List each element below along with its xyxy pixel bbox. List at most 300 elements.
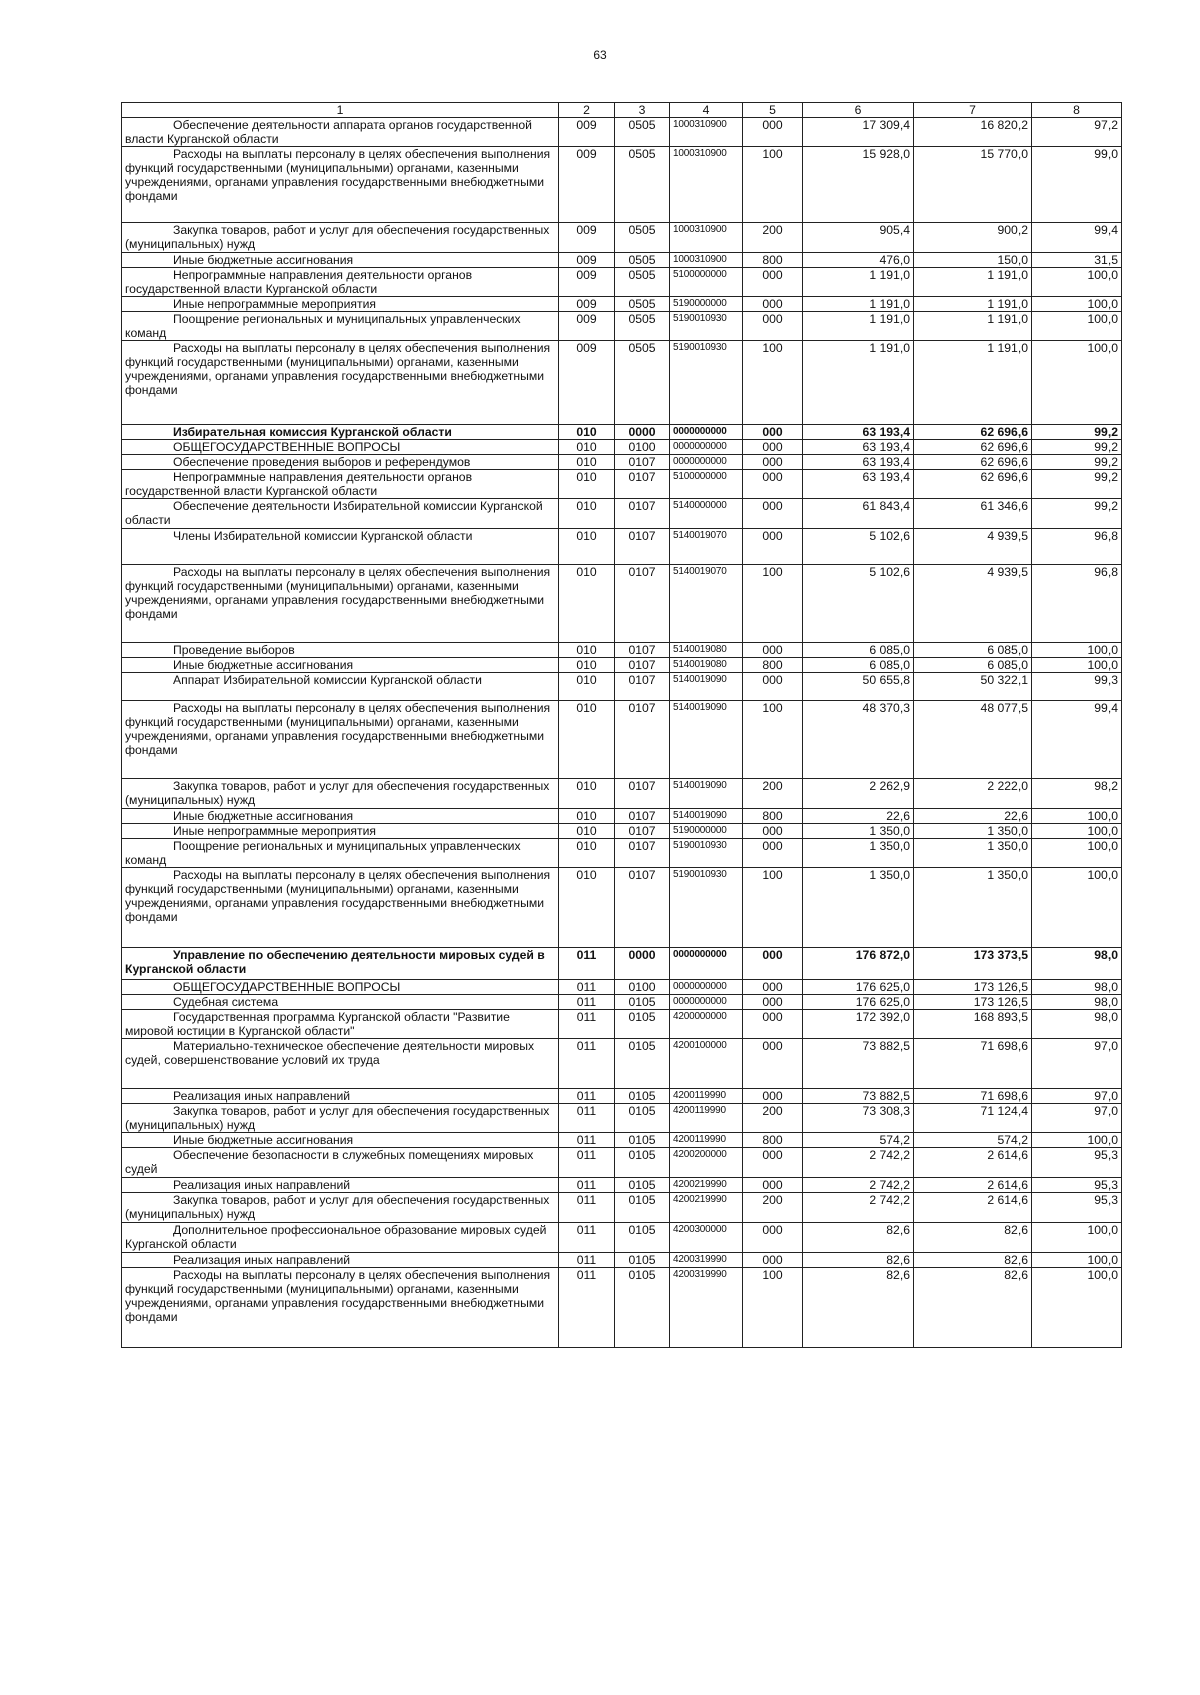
table-row [122,658,1122,673]
section-code-cell: 0107 [615,779,670,809]
executed-amount-cell: 62 696,6 [914,425,1032,440]
target-article-cell: 4200119990 [670,1133,743,1148]
execution-percent-cell: 98,2 [1032,779,1122,809]
ministry-code-cell: 010 [559,673,615,701]
table-row [122,470,1122,499]
expense-type-cell: 000 [743,1148,803,1178]
ministry-code-cell: 009 [559,253,615,268]
header-cell: 5 [743,103,803,118]
executed-amount-cell: 71 698,6 [914,1039,1032,1089]
target-article-cell: 5190010930 [670,312,743,341]
target-article-cell: 1000310900 [670,223,743,253]
expense-name-cell: Иные бюджетные ассигнования [122,1133,559,1148]
execution-percent-cell: 99,4 [1032,701,1122,779]
table-row [122,565,1122,643]
ministry-code-cell: 010 [559,824,615,839]
planned-amount-cell: 1 350,0 [803,839,914,868]
executed-amount-cell: 173 126,5 [914,995,1032,1010]
planned-amount-cell: 73 882,5 [803,1089,914,1104]
planned-amount-cell: 15 928,0 [803,147,914,223]
table-row [122,268,1122,297]
expense-type-cell: 000 [743,470,803,499]
expense-name-cell: Непрограммные направления деятельности органов государственной власти Курганской области [122,470,559,499]
execution-percent-cell: 100,0 [1032,824,1122,839]
table-row [122,1178,1122,1193]
planned-amount-cell: 2 262,9 [803,779,914,809]
expense-type-cell: 200 [743,1104,803,1133]
executed-amount-cell: 62 696,6 [914,470,1032,499]
table-body [122,118,1122,1348]
executed-amount-cell: 1 350,0 [914,824,1032,839]
executed-amount-cell: 2 614,6 [914,1178,1032,1193]
expense-type-cell: 000 [743,980,803,995]
execution-percent-cell: 98,0 [1032,1010,1122,1039]
planned-amount-cell: 61 843,4 [803,499,914,529]
executed-amount-cell: 62 696,6 [914,440,1032,455]
execution-percent-cell: 99,2 [1032,470,1122,499]
planned-amount-cell: 1 191,0 [803,312,914,341]
target-article-cell: 5140019090 [670,673,743,701]
table-row [122,499,1122,529]
target-article-cell: 5190010930 [670,839,743,868]
ministry-code-cell: 010 [559,779,615,809]
expense-type-cell: 100 [743,1268,803,1348]
target-article-cell: 4200000000 [670,1010,743,1039]
execution-percent-cell: 100,0 [1032,1253,1122,1268]
target-article-cell: 5190010930 [670,868,743,948]
table-header-row [122,103,1122,118]
section-code-cell: 0100 [615,980,670,995]
section-code-cell: 0107 [615,701,670,779]
expense-type-cell: 000 [743,1010,803,1039]
expense-name-cell: Иные непрограммные мероприятия [122,824,559,839]
table-row [122,455,1122,470]
expense-name-cell: Избирательная комиссия Курганской области [122,425,559,440]
table-row [122,673,1122,701]
table-row [122,1039,1122,1089]
expense-type-cell: 000 [743,1039,803,1089]
planned-amount-cell: 50 655,8 [803,673,914,701]
target-article-cell: 5190010930 [670,341,743,425]
planned-amount-cell: 2 742,2 [803,1148,914,1178]
ministry-code-cell: 010 [559,839,615,868]
section-code-cell: 0107 [615,658,670,673]
execution-percent-cell: 100,0 [1032,868,1122,948]
executed-amount-cell: 4 939,5 [914,565,1032,643]
execution-percent-cell: 100,0 [1032,643,1122,658]
table-row [122,701,1122,779]
execution-percent-cell: 100,0 [1032,312,1122,341]
ministry-code-cell: 009 [559,268,615,297]
section-code-cell: 0107 [615,470,670,499]
expense-name-cell: Непрограммные направления деятельности органов государственной власти Курганской области [122,268,559,297]
section-code-cell: 0505 [615,253,670,268]
executed-amount-cell: 4 939,5 [914,529,1032,565]
expense-name-cell: Поощрение региональных и муниципальных управленческих команд [122,839,559,868]
planned-amount-cell: 1 191,0 [803,268,914,297]
expense-name-cell: Иные бюджетные ассигнования [122,809,559,824]
planned-amount-cell: 176 872,0 [803,948,914,980]
execution-percent-cell: 100,0 [1032,1268,1122,1348]
target-article-cell: 4200300000 [670,1223,743,1253]
planned-amount-cell: 176 625,0 [803,980,914,995]
expense-type-cell: 800 [743,253,803,268]
section-code-cell: 0107 [615,868,670,948]
planned-amount-cell: 1 350,0 [803,868,914,948]
expense-name-cell: Государственная программа Курганской области "Развитие мировой юстиции в Курганской области" [122,1010,559,1039]
expense-name-cell: Иные непрограммные мероприятия [122,297,559,312]
target-article-cell: 4200119990 [670,1089,743,1104]
expense-name-cell: Члены Избирательной комиссии Курганской области [122,529,559,565]
section-code-cell: 0505 [615,268,670,297]
planned-amount-cell: 176 625,0 [803,995,914,1010]
execution-percent-cell: 100,0 [1032,658,1122,673]
expense-type-cell: 200 [743,779,803,809]
ministry-code-cell: 011 [559,995,615,1010]
executed-amount-cell: 2 614,6 [914,1148,1032,1178]
execution-percent-cell: 98,0 [1032,995,1122,1010]
ministry-code-cell: 010 [559,499,615,529]
planned-amount-cell: 2 742,2 [803,1193,914,1223]
expense-name-cell: Обеспечение проведения выборов и референдумов [122,455,559,470]
executed-amount-cell: 82,6 [914,1268,1032,1348]
ministry-code-cell: 009 [559,341,615,425]
expense-name-cell: Иные бюджетные ассигнования [122,253,559,268]
section-code-cell: 0107 [615,809,670,824]
table-row [122,223,1122,253]
section-code-cell: 0105 [615,1010,670,1039]
section-code-cell: 0105 [615,1039,670,1089]
planned-amount-cell: 17 309,4 [803,118,914,147]
expense-name-cell: Аппарат Избирательной комиссии Курганской области [122,673,559,701]
execution-percent-cell: 97,0 [1032,1089,1122,1104]
ministry-code-cell: 011 [559,1193,615,1223]
section-code-cell: 0105 [615,1223,670,1253]
expense-type-cell: 000 [743,455,803,470]
executed-amount-cell: 15 770,0 [914,147,1032,223]
target-article-cell: 5140019070 [670,565,743,643]
expense-type-cell: 800 [743,658,803,673]
execution-percent-cell: 31,5 [1032,253,1122,268]
header-cell: 2 [559,103,615,118]
executed-amount-cell: 16 820,2 [914,118,1032,147]
ministry-code-cell: 011 [559,1148,615,1178]
executed-amount-cell: 168 893,5 [914,1010,1032,1039]
executed-amount-cell: 1 191,0 [914,268,1032,297]
ministry-code-cell: 010 [559,701,615,779]
ministry-code-cell: 009 [559,118,615,147]
target-article-cell: 5140019070 [670,529,743,565]
expense-name-cell: Закупка товаров, работ и услуг для обеспечения государственных (муниципальных) нужд [122,223,559,253]
executed-amount-cell: 22,6 [914,809,1032,824]
table-row [122,440,1122,455]
planned-amount-cell: 574,2 [803,1133,914,1148]
expense-type-cell: 000 [743,824,803,839]
execution-percent-cell: 96,8 [1032,565,1122,643]
expense-type-cell: 200 [743,223,803,253]
expense-type-cell: 000 [743,643,803,658]
planned-amount-cell: 73 308,3 [803,1104,914,1133]
expense-type-cell: 100 [743,341,803,425]
expense-type-cell: 200 [743,1193,803,1223]
section-code-cell: 0107 [615,565,670,643]
expense-type-cell: 000 [743,673,803,701]
section-code-cell: 0505 [615,147,670,223]
section-code-cell: 0107 [615,499,670,529]
expense-name-cell: Расходы на выплаты персоналу в целях обеспечения выполнения функций государственными (муниципальными) органами, казенными учреждениями, органами управления государственными внебюджетными фондами [122,868,559,948]
planned-amount-cell: 2 742,2 [803,1178,914,1193]
ministry-code-cell: 010 [559,455,615,470]
expense-name-cell: Материально-техническое обеспечение деятельности мировых судей, совершенствование условий их труда [122,1039,559,1089]
executed-amount-cell: 61 346,6 [914,499,1032,529]
section-code-cell: 0105 [615,1104,670,1133]
ministry-code-cell: 011 [559,1104,615,1133]
executed-amount-cell: 71 698,6 [914,1089,1032,1104]
execution-percent-cell: 100,0 [1032,1223,1122,1253]
ministry-code-cell: 011 [559,1253,615,1268]
target-article-cell: 5140019090 [670,779,743,809]
expense-name-cell: ОБЩЕГОСУДАРСТВЕННЫЕ ВОПРОСЫ [122,980,559,995]
execution-percent-cell: 100,0 [1032,1133,1122,1148]
target-article-cell: 0000000000 [670,995,743,1010]
planned-amount-cell: 73 882,5 [803,1039,914,1089]
planned-amount-cell: 63 193,4 [803,470,914,499]
header-cell: 3 [615,103,670,118]
executed-amount-cell: 1 191,0 [914,341,1032,425]
target-article-cell: 5100000000 [670,470,743,499]
ministry-code-cell: 011 [559,1223,615,1253]
execution-percent-cell: 99,2 [1032,425,1122,440]
planned-amount-cell: 1 191,0 [803,341,914,425]
table-row [122,425,1122,440]
expense-type-cell: 000 [743,425,803,440]
ministry-code-cell: 011 [559,1039,615,1089]
execution-percent-cell: 97,0 [1032,1039,1122,1089]
planned-amount-cell: 1 350,0 [803,824,914,839]
planned-amount-cell: 6 085,0 [803,658,914,673]
execution-percent-cell: 99,4 [1032,223,1122,253]
expense-type-cell: 800 [743,1133,803,1148]
execution-percent-cell: 100,0 [1032,341,1122,425]
ministry-code-cell: 011 [559,980,615,995]
expense-type-cell: 000 [743,1223,803,1253]
section-code-cell: 0107 [615,455,670,470]
table-row [122,1223,1122,1253]
execution-percent-cell: 99,2 [1032,440,1122,455]
target-article-cell: 0000000000 [670,455,743,470]
planned-amount-cell: 6 085,0 [803,643,914,658]
ministry-code-cell: 010 [559,809,615,824]
executed-amount-cell: 2 614,6 [914,1193,1032,1223]
execution-percent-cell: 99,2 [1032,499,1122,529]
ministry-code-cell: 010 [559,470,615,499]
expense-type-cell: 100 [743,868,803,948]
expense-type-cell: 000 [743,529,803,565]
ministry-code-cell: 010 [559,425,615,440]
table-row [122,312,1122,341]
planned-amount-cell: 82,6 [803,1253,914,1268]
table-row [122,147,1122,223]
executed-amount-cell: 1 350,0 [914,868,1032,948]
executed-amount-cell: 62 696,6 [914,455,1032,470]
table-row [122,980,1122,995]
section-code-cell: 0505 [615,223,670,253]
target-article-cell: 5140019090 [670,701,743,779]
expense-name-cell: Обеспечение деятельности Избирательной комиссии Курганской области [122,499,559,529]
ministry-code-cell: 011 [559,1268,615,1348]
target-article-cell: 1000310900 [670,147,743,223]
planned-amount-cell: 82,6 [803,1223,914,1253]
table-row [122,643,1122,658]
table-row [122,253,1122,268]
expense-name-cell: Реализация иных направлений [122,1089,559,1104]
section-code-cell: 0107 [615,839,670,868]
table-row [122,995,1122,1010]
expense-name-cell: Закупка товаров, работ и услуг для обеспечения государственных (муниципальных) нужд [122,1193,559,1223]
section-code-cell: 0000 [615,948,670,980]
expense-name-cell: Расходы на выплаты персоналу в целях обеспечения выполнения функций государственными (муниципальными) органами, казенными учреждениями, органами управления государственными внебюджетными фондами [122,701,559,779]
expense-name-cell: Расходы на выплаты персоналу в целях обеспечения выполнения функций государственными (муниципальными) органами, казенными учреждениями, органами управления государственными внебюджетными фондами [122,565,559,643]
section-code-cell: 0505 [615,118,670,147]
expense-type-cell: 000 [743,948,803,980]
page-number: 63 [593,48,607,62]
executed-amount-cell: 2 222,0 [914,779,1032,809]
expense-name-cell: Управление по обеспечению деятельности мировых судей в Курганской области [122,948,559,980]
section-code-cell: 0105 [615,1178,670,1193]
ministry-code-cell: 011 [559,1089,615,1104]
section-code-cell: 0505 [615,341,670,425]
table-row [122,839,1122,868]
executed-amount-cell: 1 191,0 [914,312,1032,341]
executed-amount-cell: 173 373,5 [914,948,1032,980]
section-code-cell: 0105 [615,995,670,1010]
planned-amount-cell: 1 191,0 [803,297,914,312]
ministry-code-cell: 010 [559,658,615,673]
header-cell: 6 [803,103,914,118]
planned-amount-cell: 5 102,6 [803,529,914,565]
ministry-code-cell: 009 [559,147,615,223]
execution-percent-cell: 99,3 [1032,673,1122,701]
expense-name-cell: Реализация иных направлений [122,1253,559,1268]
execution-percent-cell: 96,8 [1032,529,1122,565]
section-code-cell: 0105 [615,1089,670,1104]
section-code-cell: 0505 [615,312,670,341]
ministry-code-cell: 010 [559,565,615,643]
section-code-cell: 0105 [615,1268,670,1348]
expense-type-cell: 000 [743,839,803,868]
executed-amount-cell: 173 126,5 [914,980,1032,995]
executed-amount-cell: 1 191,0 [914,297,1032,312]
planned-amount-cell: 476,0 [803,253,914,268]
executed-amount-cell: 71 124,4 [914,1104,1032,1133]
target-article-cell: 1000310900 [670,118,743,147]
execution-percent-cell: 100,0 [1032,297,1122,312]
expense-name-cell: Расходы на выплаты персоналу в целях обеспечения выполнения функций государственными (муниципальными) органами, казенными учреждениями, органами управления государственными внебюджетными фондами [122,147,559,223]
table-row [122,118,1122,147]
expense-type-cell: 000 [743,1253,803,1268]
target-article-cell: 4200319990 [670,1268,743,1348]
expense-name-cell: ОБЩЕГОСУДАРСТВЕННЫЕ ВОПРОСЫ [122,440,559,455]
execution-percent-cell: 100,0 [1032,839,1122,868]
execution-percent-cell: 100,0 [1032,809,1122,824]
execution-percent-cell: 98,0 [1032,948,1122,980]
planned-amount-cell: 63 193,4 [803,425,914,440]
ministry-code-cell: 011 [559,1010,615,1039]
table-row [122,1010,1122,1039]
expense-name-cell: Судебная система [122,995,559,1010]
expense-type-cell: 100 [743,701,803,779]
expense-type-cell: 000 [743,440,803,455]
target-article-cell: 0000000000 [670,425,743,440]
ministry-code-cell: 009 [559,223,615,253]
execution-percent-cell: 99,0 [1032,147,1122,223]
executed-amount-cell: 82,6 [914,1253,1032,1268]
executed-amount-cell: 6 085,0 [914,658,1032,673]
execution-percent-cell: 97,2 [1032,118,1122,147]
header-cell: 1 [122,103,559,118]
target-article-cell: 5190000000 [670,297,743,312]
planned-amount-cell: 63 193,4 [803,440,914,455]
expense-name-cell: Поощрение региональных и муниципальных управленческих команд [122,312,559,341]
section-code-cell: 0105 [615,1148,670,1178]
target-article-cell: 4200219990 [670,1193,743,1223]
target-article-cell: 4200200000 [670,1148,743,1178]
table-row [122,809,1122,824]
header-cell: 4 [670,103,743,118]
expense-name-cell: Иные бюджетные ассигнования [122,658,559,673]
expense-name-cell: Обеспечение деятельности аппарата органов государственной власти Курганской области [122,118,559,147]
execution-percent-cell: 99,2 [1032,455,1122,470]
ministry-code-cell: 009 [559,297,615,312]
planned-amount-cell: 5 102,6 [803,565,914,643]
execution-percent-cell: 100,0 [1032,268,1122,297]
planned-amount-cell: 82,6 [803,1268,914,1348]
table-row [122,297,1122,312]
execution-percent-cell: 95,3 [1032,1148,1122,1178]
target-article-cell: 0000000000 [670,948,743,980]
execution-percent-cell: 98,0 [1032,980,1122,995]
expense-type-cell: 000 [743,995,803,1010]
ministry-code-cell: 009 [559,312,615,341]
ministry-code-cell: 010 [559,529,615,565]
expense-type-cell: 100 [743,565,803,643]
planned-amount-cell: 172 392,0 [803,1010,914,1039]
table-row [122,868,1122,948]
target-article-cell: 4200100000 [670,1039,743,1089]
section-code-cell: 0105 [615,1253,670,1268]
execution-percent-cell: 97,0 [1032,1104,1122,1133]
section-code-cell: 0107 [615,643,670,658]
table-row [122,824,1122,839]
header-cell: 7 [914,103,1032,118]
expense-name-cell: Расходы на выплаты персоналу в целях обеспечения выполнения функций государственными (муниципальными) органами, казенными учреждениями, органами управления государственными внебюджетными фондами [122,1268,559,1348]
target-article-cell: 5100000000 [670,268,743,297]
expense-type-cell: 000 [743,268,803,297]
section-code-cell: 0505 [615,297,670,312]
execution-percent-cell: 95,3 [1032,1178,1122,1193]
target-article-cell: 4200319990 [670,1253,743,1268]
executed-amount-cell: 6 085,0 [914,643,1032,658]
section-code-cell: 0107 [615,824,670,839]
executed-amount-cell: 48 077,5 [914,701,1032,779]
ministry-code-cell: 010 [559,868,615,948]
target-article-cell: 5190000000 [670,824,743,839]
planned-amount-cell: 905,4 [803,223,914,253]
section-code-cell: 0105 [615,1133,670,1148]
expense-name-cell: Дополнительное профессиональное образование мировых судей Курганской области [122,1223,559,1253]
planned-amount-cell: 63 193,4 [803,455,914,470]
execution-percent-cell: 95,3 [1032,1193,1122,1223]
